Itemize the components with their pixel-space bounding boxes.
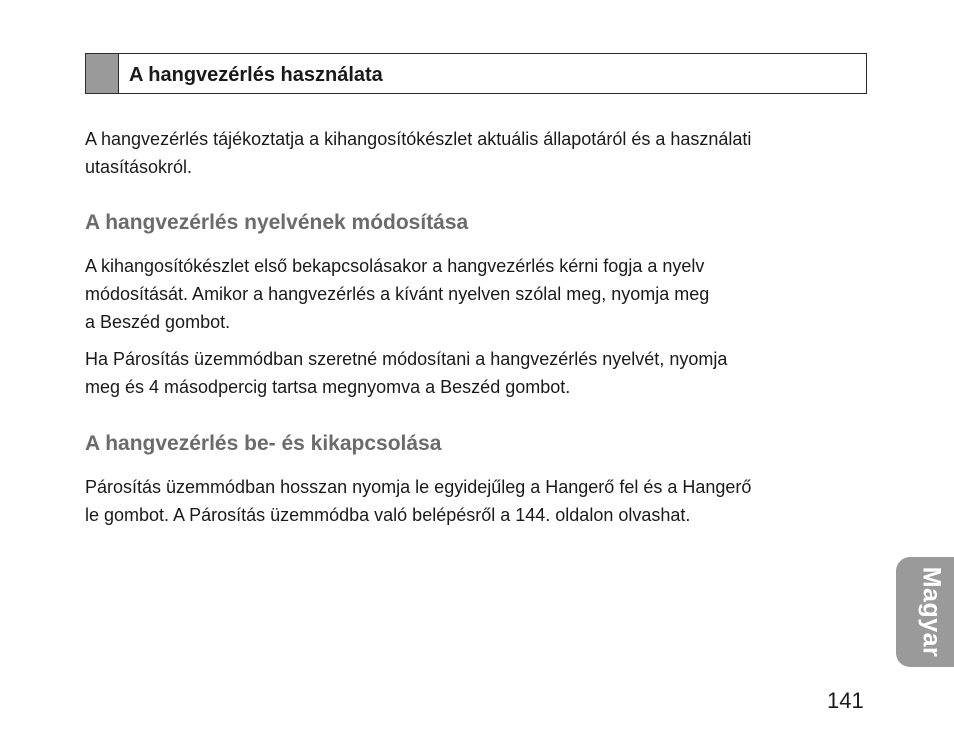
section-header [85,53,867,94]
toggle-heading: A hangvezérlés be- és kikapcsolása [85,432,442,455]
intro-paragraph [85,125,875,181]
language-tab-label: Magyar [917,566,946,658]
paragraph-line: Ha Párosítás üzemmódban szeretné módosítani a hangvezérlés nyelvét, nyomja [85,349,728,369]
language-paragraph-2 [85,345,875,401]
section-title: A hangvezérlés használata [129,64,383,86]
paragraph-line: le gombot. A Párosítás üzemmódba való belépésről a 144. oldalon olvashat. [85,505,691,525]
paragraph-line: módosítását. Amikor a hangvezérlés a kívánt nyelven szólal meg, nyomja meg [85,284,710,304]
paragraph-line: Párosítás üzemmódban hosszan nyomja le egyidejűleg a Hangerő fel és a Hangerő [85,477,752,497]
paragraph-line: a Beszéd gombot. [85,312,231,332]
section-marker [86,54,119,93]
intro-line: utasításokról. [85,157,193,177]
intro-line: A hangvezérlés tájékoztatja a kihangosítókészlet aktuális állapotáról és a használati [85,129,752,149]
language-heading: A hangvezérlés nyelvének módosítása [85,211,469,234]
paragraph-line: A kihangosítókészlet első bekapcsolásakor a hangvezérlés kérni fogja a nyelv [85,256,705,276]
language-paragraph-1 [85,252,875,336]
language-side-tab [896,557,954,667]
toggle-paragraph [85,473,875,529]
paragraph-line: meg és 4 másodpercig tartsa megnyomva a Beszéd gombot. [85,377,571,397]
page-number: 141 [827,688,864,713]
